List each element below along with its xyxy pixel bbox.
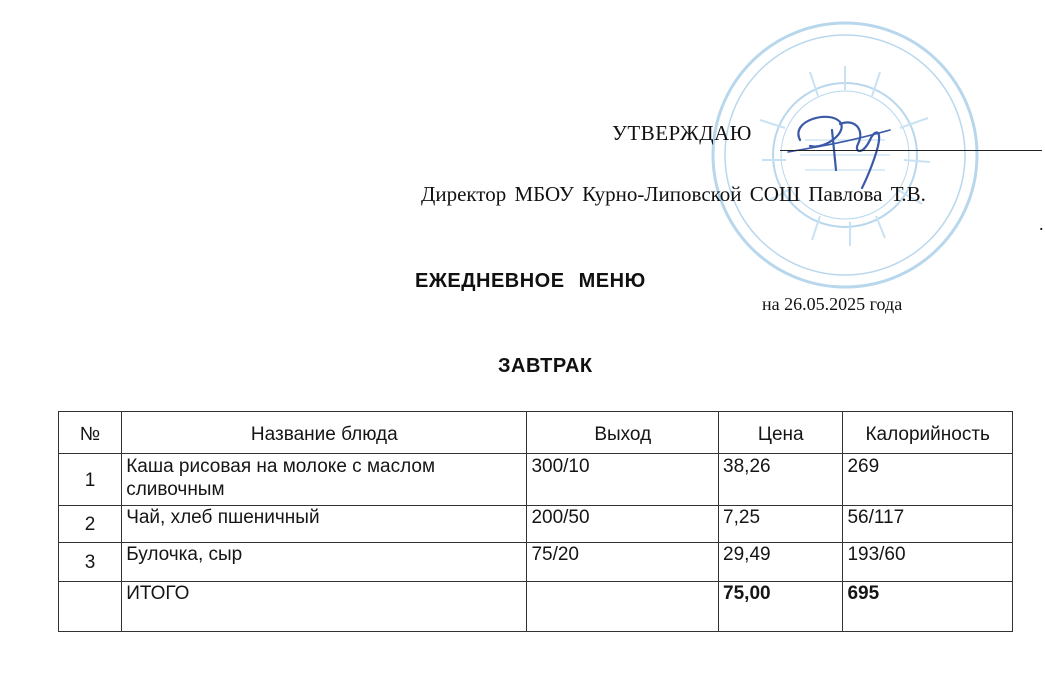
row-calories: 56/117 — [843, 506, 1013, 543]
director-line: Директор МБОУ Курно-Липовской СОШ Павлова Т.В. — [421, 182, 926, 206]
row-num: 1 — [59, 454, 122, 506]
row-name: Каша рисовая на молоке с маслом сливочным — [122, 454, 527, 506]
section-title: ЗАВТРАК — [498, 355, 593, 377]
header-calories: Калорийность — [843, 412, 1013, 454]
total-num-cell — [59, 582, 122, 632]
row-num: 3 — [59, 543, 122, 582]
row-name: Булочка, сыр — [122, 543, 527, 582]
total-calories: 695 — [843, 582, 1013, 632]
table-row — [59, 506, 1013, 543]
row-price: 29,49 — [719, 543, 843, 582]
total-row — [59, 582, 1013, 632]
total-price: 75,00 — [719, 582, 843, 632]
handwritten-signature — [770, 100, 910, 190]
row-calories: 269 — [843, 454, 1013, 506]
row-output: 75/20 — [527, 543, 719, 582]
header-num: № — [59, 412, 122, 454]
row-price: 7,25 — [719, 506, 843, 543]
menu-table — [58, 411, 1013, 632]
row-num: 2 — [59, 506, 122, 543]
total-label: ИТОГО — [122, 582, 527, 632]
trailing-dot: . — [1039, 214, 1044, 234]
menu-title: ЕЖЕДНЕВНОЕ МЕНЮ — [415, 270, 646, 292]
row-name: Чай, хлеб пшеничный — [122, 506, 527, 543]
header-price: Цена — [719, 412, 843, 454]
row-price: 38,26 — [719, 454, 843, 506]
total-output-cell — [527, 582, 719, 632]
header-output: Выход — [527, 412, 719, 454]
row-output: 300/10 — [527, 454, 719, 506]
menu-date: на 26.05.2025 года — [762, 294, 903, 314]
row-output: 200/50 — [527, 506, 719, 543]
header-name: Название блюда — [122, 412, 527, 454]
row-calories: 193/60 — [843, 543, 1013, 582]
table-row — [59, 454, 1013, 506]
approval-label: УТВЕРЖДАЮ — [612, 121, 752, 145]
table-row — [59, 543, 1013, 582]
table-header-row — [59, 412, 1013, 454]
signature-line — [780, 150, 1042, 151]
